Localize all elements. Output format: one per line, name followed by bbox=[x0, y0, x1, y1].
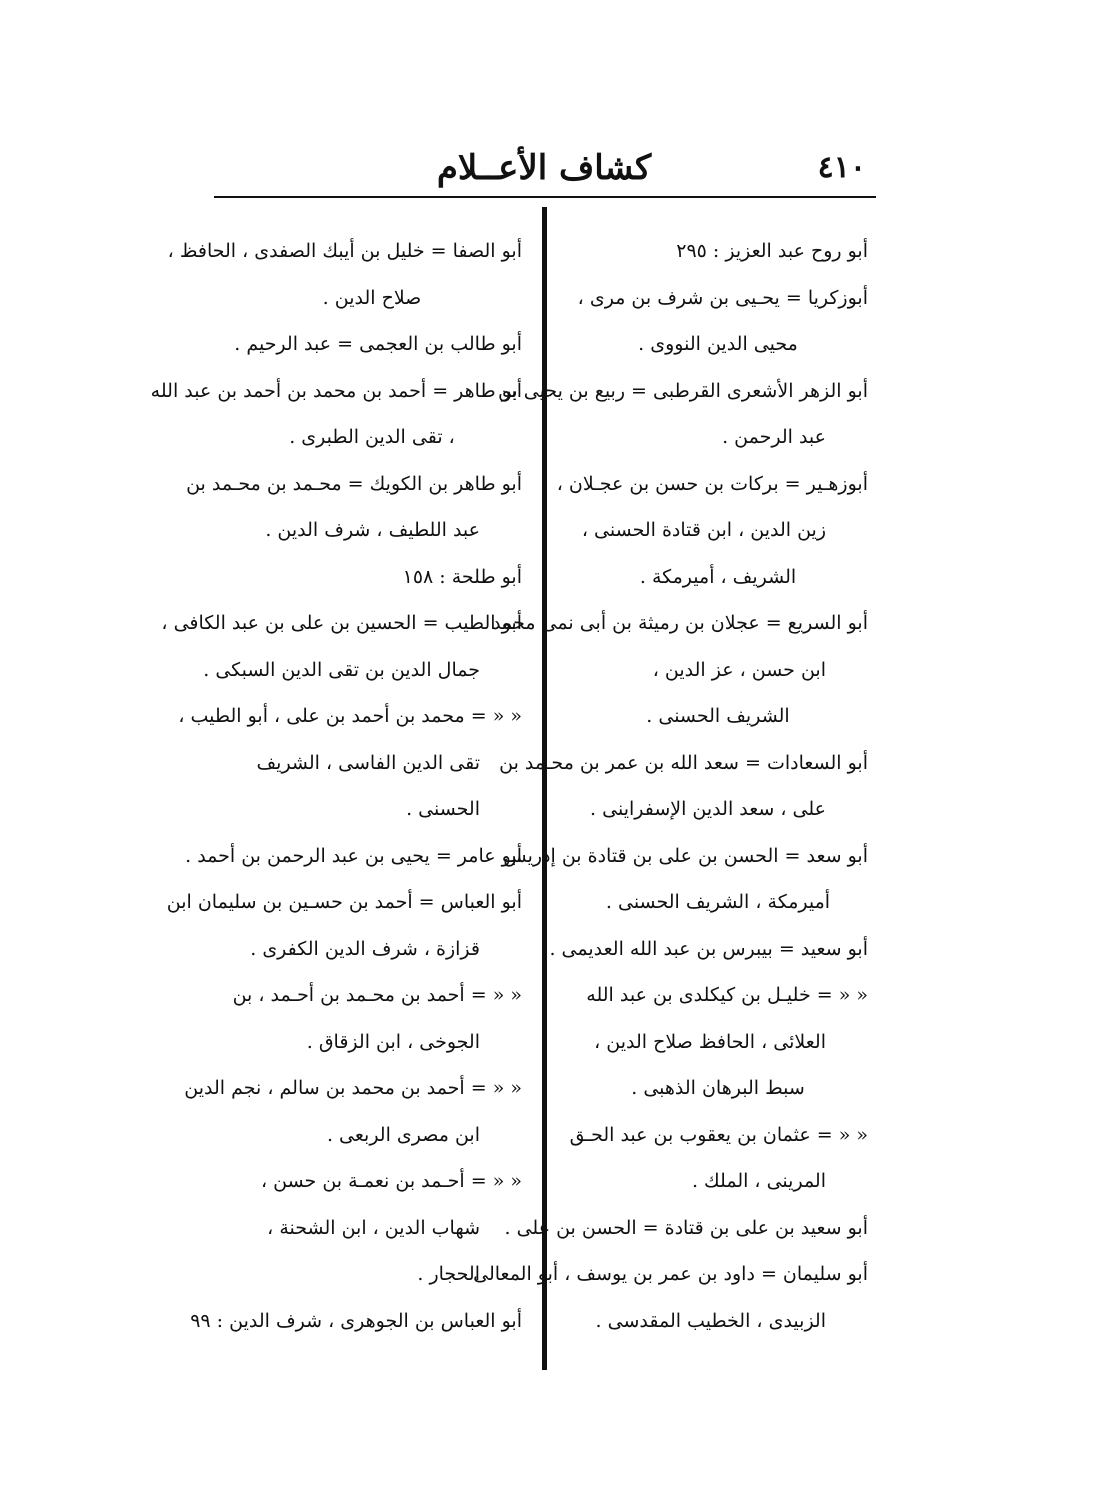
index-line: العلائى ، الحافظ صلاح الدين ، bbox=[594, 1030, 826, 1053]
index-line: أبو عامر = يحيى بن عبد الرحمن بن أحمد . bbox=[185, 844, 522, 867]
index-line: أبو السعادات = سعد الله بن عمر بن محـمد بن bbox=[499, 751, 868, 774]
index-line: زين الدين ، ابن قتادة الحسنى ، bbox=[581, 519, 826, 541]
index-line: « « = أحمد بن محمد بن سالم ، نجم الدين bbox=[184, 1077, 522, 1099]
index-line: عبد اللطيف ، شرف الدين . bbox=[265, 519, 480, 541]
page-number: ٤١٠ bbox=[817, 150, 866, 185]
index-column-left bbox=[150, 228, 522, 1344]
index-line: عبد الرحمن . bbox=[722, 426, 826, 448]
index-line: المرينى ، الملك . bbox=[691, 1170, 826, 1192]
index-line: الشريف الحسنى . bbox=[646, 705, 790, 727]
index-line: « « = أحمد بن محـمد بن أحـمد ، بن bbox=[232, 984, 522, 1006]
index-line: ابن حسن ، عز الدين ، bbox=[652, 658, 826, 681]
header-rule bbox=[214, 196, 876, 198]
index-line: شهاب الدين ، ابن الشحنة ، bbox=[267, 1216, 480, 1239]
index-line: أبو سليمان = داود بن عمر بن يوسف ، أبو المعالى bbox=[473, 1263, 868, 1285]
index-line: أبو سعد = الحسن بن على بن قتادة بن إدريس bbox=[503, 844, 868, 867]
index-line: ابن مصرى الربعى . bbox=[326, 1123, 480, 1146]
index-line: أبو روح عبد العزيز : ٢٩٥ bbox=[676, 240, 868, 262]
page-header bbox=[214, 140, 874, 190]
index-line: أبو سعيد = بيبرس بن عبد الله العديمى . bbox=[549, 937, 868, 960]
index-line: الحجار . bbox=[417, 1263, 480, 1285]
index-line: أبو سعيد بن على بن قتادة = الحسن بن على . bbox=[504, 1216, 868, 1239]
index-line: تقى الدين الفاسى ، الشريف bbox=[256, 751, 480, 774]
index-column-right bbox=[473, 228, 868, 1344]
index-line: صلاح الدين . bbox=[322, 286, 422, 309]
index-line: جمال الدين بن تقى الدين السبكى . bbox=[203, 658, 480, 681]
index-line: أبو الزهر الأشعرى القرطبى = ربيع بن يحيى بن bbox=[497, 379, 868, 402]
index-line: الحسنى . bbox=[406, 798, 480, 820]
page-title: كشاف الأعــلام bbox=[436, 148, 652, 188]
index-line: أبوزهـير = بركات بن حسن بن عجـلان ، bbox=[556, 472, 868, 495]
index-line: أبو طالب بن العجمى = عبد الرحيم . bbox=[234, 333, 522, 355]
index-line: أبو الطيب = الحسين بن على بن عبد الكافى ، bbox=[161, 612, 522, 634]
index-line: أبوزكريا = يحـيى بن شرف بن مرى ، bbox=[577, 286, 868, 309]
index-line: « « = أحـمد بن نعمـة بن حسن ، bbox=[260, 1170, 522, 1192]
index-line: أبو الصفا = خليل بن أيبك الصفدى ، الحافظ ، bbox=[167, 240, 522, 262]
index-line: محيى الدين النووى . bbox=[638, 333, 798, 355]
index-line: « « = عثمان بن يعقوب بن عبد الحـق bbox=[569, 1123, 868, 1146]
index-line: الشريف ، أميرمكة . bbox=[639, 565, 797, 588]
index-line: « « = خليـل بن كيكلدى بن عبد الله bbox=[586, 984, 868, 1006]
index-line: « « = محمد بن أحمد بن على ، أبو الطيب ، bbox=[178, 705, 522, 727]
index-line: قزازة ، شرف الدين الكفرى . bbox=[250, 937, 480, 960]
index-line: على ، سعد الدين الإسفراينى . bbox=[590, 798, 826, 820]
index-line: أبو العباس = أحمد بن حسـين بن سليمان ابن bbox=[166, 891, 522, 913]
index-line: أبو طاهر = أحمد بن محمد بن أحمد بن عبد الله bbox=[150, 379, 522, 402]
index-line: أميرمكة ، الشريف الحسنى . bbox=[605, 891, 831, 913]
index-line: أبو طلحة : ١٥٨ bbox=[402, 565, 522, 588]
index-line: سبط البرهان الذهبى . bbox=[631, 1077, 805, 1099]
index-line: الزبيدى ، الخطيب المقدسى . bbox=[595, 1309, 826, 1332]
index-line: أبو العباس بن الجوهرى ، شرف الدين : ٩٩ bbox=[190, 1309, 522, 1332]
index-line: ، تقى الدين الطبرى . bbox=[289, 426, 455, 448]
index-line: أبو طاهر بن الكويك = محـمد بن محـمد بن bbox=[186, 472, 522, 495]
index-line: الجوخى ، ابن الزقاق . bbox=[306, 1030, 480, 1053]
index-line: أبو السريع = عجلان بن رميثة بن أبى نمى محمد bbox=[492, 612, 868, 634]
